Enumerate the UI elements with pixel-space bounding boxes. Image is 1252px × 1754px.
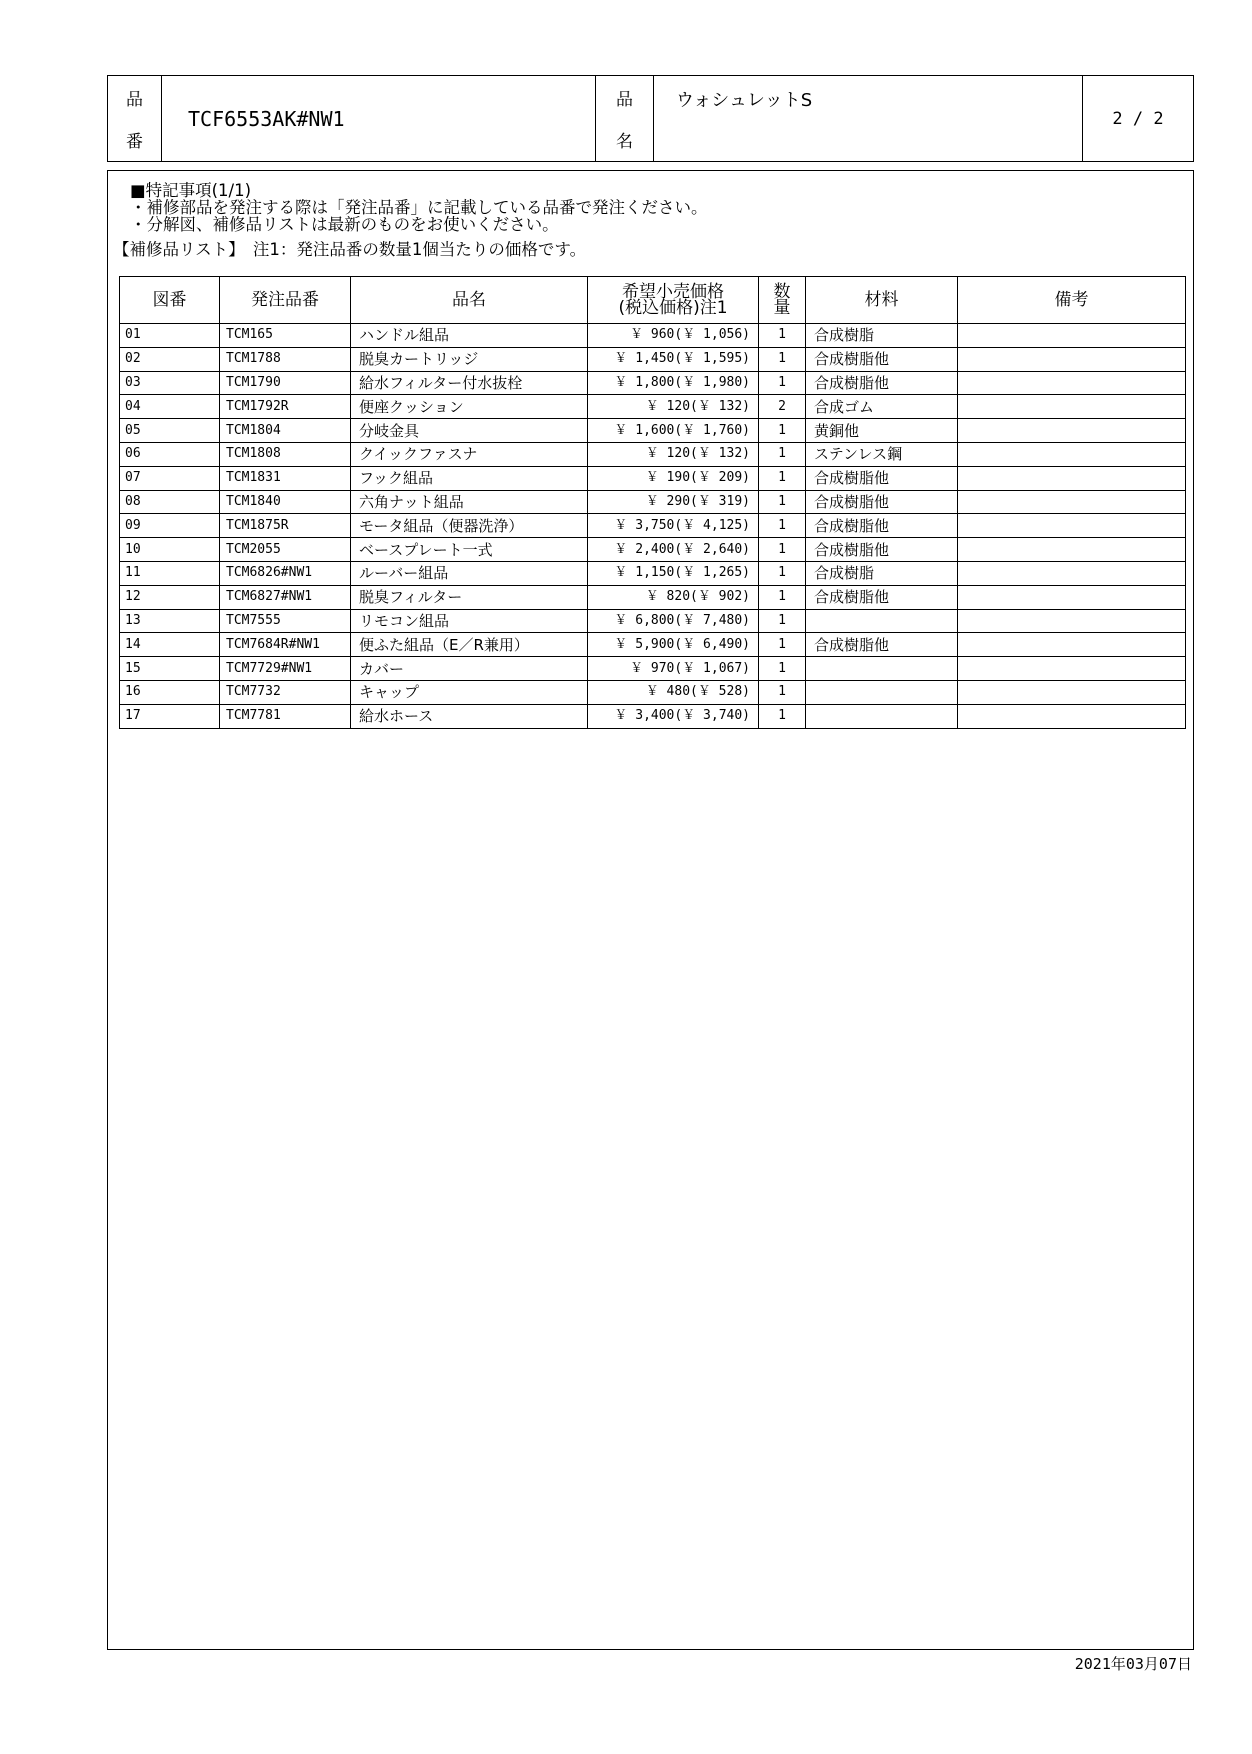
material-cell: 合成樹脂他 xyxy=(806,633,958,657)
material-cell: 合成樹脂他 xyxy=(806,466,958,490)
part-name-cell: 給水ホース xyxy=(351,704,588,728)
remarks-cell xyxy=(958,419,1186,443)
table-row xyxy=(120,419,1186,443)
price-cell: ￥ 1,450(￥ 1,595) xyxy=(588,347,759,371)
table-row xyxy=(120,347,1186,371)
table-row xyxy=(120,490,1186,514)
parts-table xyxy=(119,276,1186,729)
column-header-remarks: 備考 xyxy=(958,277,1186,324)
order-code-cell: TCM6826#NW1 xyxy=(220,561,351,585)
material-cell xyxy=(806,704,958,728)
document-date: 2021年03月07日 xyxy=(1074,1655,1192,1673)
figure-no-cell: 13 xyxy=(120,609,220,633)
part-name-cell: ルーバー組品 xyxy=(351,561,588,585)
remarks-cell xyxy=(958,561,1186,585)
quantity-cell: 1 xyxy=(759,371,806,395)
material-cell: 合成ゴム xyxy=(806,395,958,419)
price-cell: ￥ 120(￥ 132) xyxy=(588,442,759,466)
quantity-cell: 1 xyxy=(759,442,806,466)
price-cell: ￥ 970(￥ 1,067) xyxy=(588,657,759,681)
figure-no-cell: 16 xyxy=(120,680,220,704)
price-cell: ￥ 290(￥ 319) xyxy=(588,490,759,514)
figure-no-cell: 01 xyxy=(120,324,220,348)
price-cell: ￥ 120(￥ 132) xyxy=(588,395,759,419)
material-cell: 合成樹脂 xyxy=(806,324,958,348)
figure-no-cell: 11 xyxy=(120,561,220,585)
table-row xyxy=(120,442,1186,466)
material-cell: 黄銅他 xyxy=(806,419,958,443)
figure-no-cell: 08 xyxy=(120,490,220,514)
remarks-cell xyxy=(958,371,1186,395)
part-name-cell: フック組品 xyxy=(351,466,588,490)
quantity-cell: 1 xyxy=(759,466,806,490)
part-name-cell: ベースプレート一式 xyxy=(351,538,588,562)
part-name-cell: カバー xyxy=(351,657,588,681)
material-cell xyxy=(806,657,958,681)
order-code-cell: TCM1840 xyxy=(220,490,351,514)
quantity-cell: 1 xyxy=(759,657,806,681)
order-code-cell: TCM2055 xyxy=(220,538,351,562)
remarks-cell xyxy=(958,514,1186,538)
price-cell: ￥ 820(￥ 902) xyxy=(588,585,759,609)
remarks-cell xyxy=(958,585,1186,609)
part-name-cell: 便座クッション xyxy=(351,395,588,419)
part-name-cell: キャップ xyxy=(351,680,588,704)
price-cell: ￥ 5,900(￥ 6,490) xyxy=(588,633,759,657)
table-row xyxy=(120,657,1186,681)
material-cell: 合成樹脂他 xyxy=(806,538,958,562)
price-cell: ￥ 1,800(￥ 1,980) xyxy=(588,371,759,395)
figure-no-cell: 12 xyxy=(120,585,220,609)
price-cell: ￥ 1,600(￥ 1,760) xyxy=(588,419,759,443)
part-name-cell: モータ組品（便器洗浄） xyxy=(351,514,588,538)
figure-no-cell: 02 xyxy=(120,347,220,371)
material-cell xyxy=(806,609,958,633)
part-name-cell: リモコン組品 xyxy=(351,609,588,633)
figure-no-cell: 14 xyxy=(120,633,220,657)
quantity-cell: 1 xyxy=(759,704,806,728)
quantity-cell: 1 xyxy=(759,347,806,371)
remarks-cell xyxy=(958,347,1186,371)
order-code-cell: TCM6827#NW1 xyxy=(220,585,351,609)
note-line-2: ・分解図、補修品リストは最新のものをお使いください。 xyxy=(130,215,559,234)
quantity-cell: 1 xyxy=(759,419,806,443)
remarks-cell xyxy=(958,680,1186,704)
part-name-cell: 脱臭カートリッジ xyxy=(351,347,588,371)
material-cell: 合成樹脂他 xyxy=(806,514,958,538)
material-cell: 合成樹脂他 xyxy=(806,490,958,514)
order-code-cell: TCM1788 xyxy=(220,347,351,371)
quantity-cell: 1 xyxy=(759,538,806,562)
remarks-cell xyxy=(958,324,1186,348)
order-code-cell: TCM1831 xyxy=(220,466,351,490)
price-cell: ￥ 960(￥ 1,056) xyxy=(588,324,759,348)
table-row xyxy=(120,395,1186,419)
figure-no-cell: 04 xyxy=(120,395,220,419)
figure-no-cell: 03 xyxy=(120,371,220,395)
parts-table-body xyxy=(120,324,1186,729)
price-cell: ￥ 6,800(￥ 7,480) xyxy=(588,609,759,633)
notes-title: ■特記事項(1/1) xyxy=(130,181,252,200)
part-name-cell: ハンドル組品 xyxy=(351,324,588,348)
quantity-cell: 1 xyxy=(759,514,806,538)
table-row xyxy=(120,585,1186,609)
figure-no-cell: 10 xyxy=(120,538,220,562)
column-header-figure-no: 図番 xyxy=(120,277,220,324)
price-cell: ￥ 2,400(￥ 2,640) xyxy=(588,538,759,562)
quantity-cell: 1 xyxy=(759,490,806,514)
quantity-cell: 1 xyxy=(759,609,806,633)
remarks-cell xyxy=(958,633,1186,657)
remarks-cell xyxy=(958,538,1186,562)
column-header-order-code: 発注品番 xyxy=(220,277,351,324)
order-code-cell: TCM7729#NW1 xyxy=(220,657,351,681)
note-line-1: ・補修部品を発注する際は「発注品番」に記載している品番で発注ください。 xyxy=(130,198,708,217)
table-row xyxy=(120,514,1186,538)
remarks-cell xyxy=(958,490,1186,514)
column-header-material: 材料 xyxy=(806,277,958,324)
table-row xyxy=(120,609,1186,633)
order-code-cell: TCM165 xyxy=(220,324,351,348)
parts-list-title: 【補修品リスト】 注1：発注品番の数量1個当たりの価格です。 xyxy=(113,240,587,259)
header-box xyxy=(107,75,1194,162)
price-cell: ￥ 190(￥ 209) xyxy=(588,466,759,490)
quantity-cell: 2 xyxy=(759,395,806,419)
column-header-part-name: 品名 xyxy=(351,277,588,324)
order-code-cell: TCM7732 xyxy=(220,680,351,704)
figure-no-cell: 17 xyxy=(120,704,220,728)
order-code-cell: TCM7555 xyxy=(220,609,351,633)
figure-no-cell: 15 xyxy=(120,657,220,681)
quantity-cell: 1 xyxy=(759,585,806,609)
material-cell: ステンレス鋼 xyxy=(806,442,958,466)
material-cell: 合成樹脂他 xyxy=(806,347,958,371)
quantity-cell: 1 xyxy=(759,324,806,348)
material-cell xyxy=(806,680,958,704)
table-row xyxy=(120,371,1186,395)
part-name-cell: クイックファスナ xyxy=(351,442,588,466)
order-code-cell: TCM7684R#NW1 xyxy=(220,633,351,657)
price-cell: ￥ 3,750(￥ 4,125) xyxy=(588,514,759,538)
material-cell: 合成樹脂 xyxy=(806,561,958,585)
remarks-cell xyxy=(958,466,1186,490)
order-code-cell: TCM1875R xyxy=(220,514,351,538)
remarks-cell xyxy=(958,657,1186,681)
table-row xyxy=(120,561,1186,585)
quantity-cell: 1 xyxy=(759,633,806,657)
remarks-cell xyxy=(958,442,1186,466)
part-name-cell: 給水フィルター付水抜栓 xyxy=(351,371,588,395)
order-code-cell: TCM1808 xyxy=(220,442,351,466)
table-header-row xyxy=(120,277,1186,324)
quantity-cell: 1 xyxy=(759,680,806,704)
product-number-label: 品 番 xyxy=(108,76,162,161)
remarks-cell xyxy=(958,704,1186,728)
page-number: 2 / 2 xyxy=(1112,108,1164,129)
part-name-cell: 六角ナット組品 xyxy=(351,490,588,514)
product-number-value: TCF6553AK#NW1 xyxy=(162,76,596,161)
table-row xyxy=(120,633,1186,657)
order-code-cell: TCM1792R xyxy=(220,395,351,419)
material-cell: 合成樹脂他 xyxy=(806,585,958,609)
order-code-cell: TCM1804 xyxy=(220,419,351,443)
product-name-label: 品 名 xyxy=(596,76,654,161)
order-code-cell: TCM7781 xyxy=(220,704,351,728)
table-row xyxy=(120,704,1186,728)
price-cell: ￥ 480(￥ 528) xyxy=(588,680,759,704)
table-row xyxy=(120,324,1186,348)
figure-no-cell: 06 xyxy=(120,442,220,466)
table-row xyxy=(120,466,1186,490)
order-code-cell: TCM1790 xyxy=(220,371,351,395)
table-row xyxy=(120,680,1186,704)
remarks-cell xyxy=(958,609,1186,633)
column-header-quantity: 数 量 xyxy=(759,277,806,324)
quantity-cell: 1 xyxy=(759,561,806,585)
part-name-cell: 便ふた組品（E／R兼用） xyxy=(351,633,588,657)
price-cell: ￥ 1,150(￥ 1,265) xyxy=(588,561,759,585)
part-name-cell: 脱臭フィルター xyxy=(351,585,588,609)
material-cell: 合成樹脂他 xyxy=(806,371,958,395)
column-header-price: 希望小売価格 (税込価格)注1 xyxy=(588,277,759,324)
table-row xyxy=(120,538,1186,562)
figure-no-cell: 09 xyxy=(120,514,220,538)
price-cell: ￥ 3,400(￥ 3,740) xyxy=(588,704,759,728)
product-name-value: ウォシュレットS xyxy=(654,76,1083,161)
remarks-cell xyxy=(958,395,1186,419)
figure-no-cell: 07 xyxy=(120,466,220,490)
part-name-cell: 分岐金具 xyxy=(351,419,588,443)
figure-no-cell: 05 xyxy=(120,419,220,443)
